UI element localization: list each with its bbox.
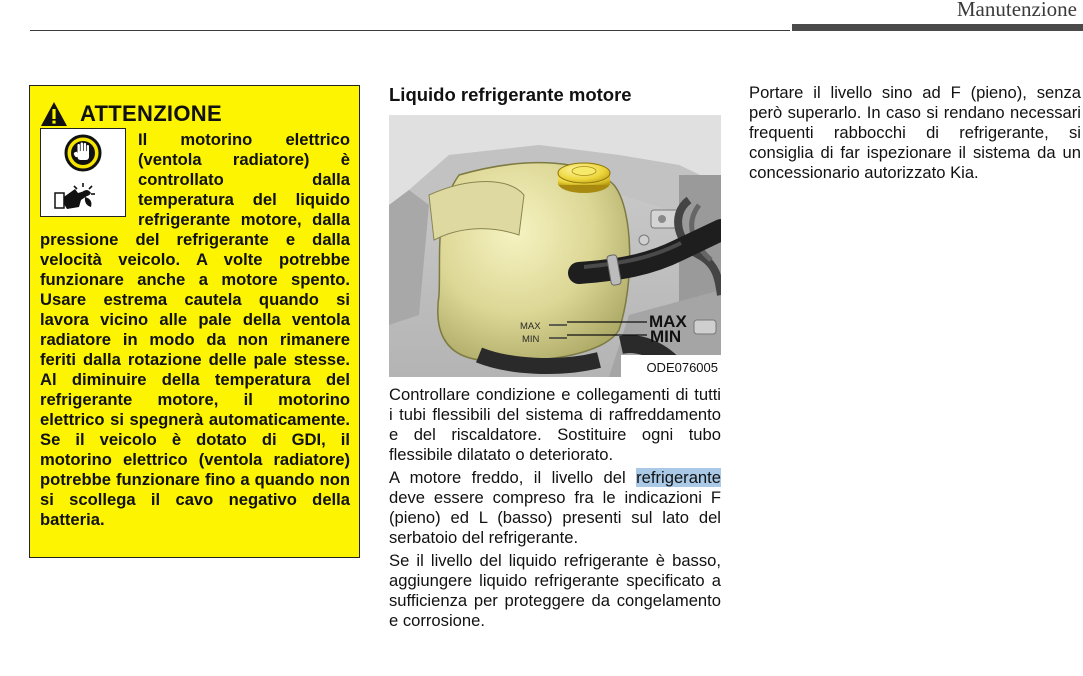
coolant-para-1: Controllare condizione e collegamenti di tutti i tubi flessibili del sistema di raffreddamento e del riscaldatore. Sostituire ogni tubo flessibile dilatato o deteriorato.	[389, 385, 721, 464]
warning-box	[29, 85, 360, 558]
para2-tail: deve essere compreso fra le indicazioni F (pieno) ed L (basso) presenti sul lato del serbatoio del refrigerante.	[389, 488, 721, 547]
tank-min-mark: MIN	[522, 334, 540, 345]
coolant-para-2	[389, 468, 721, 548]
figure-label-max: MAX	[649, 312, 687, 331]
para2-lead: A motore freddo, il livello del	[389, 468, 637, 487]
coolant-para-3: Se il livello del liquido refrigerante è basso, aggiungere liquido refrigerante specificato a sufficienza per proteggere da congelamento e corrosione.	[389, 551, 721, 630]
tank-max-mark: MAX	[520, 321, 541, 332]
warning-title: ATTENZIONE	[80, 101, 222, 126]
coolant-reservoir-figure	[389, 115, 721, 377]
warning-body: Il motorino elettrico (ventola radiatore) è controllato dalla temperatura del liquido refrigerante motore, dalla pressione del refrigerante e dalla velocità veicolo. A volte potrebbe funzionare anche a motore spento. Usare estrema cautela quando si lavora vicino alle pale della ventola radiatore in modo da non rimanere feriti dalla rotazione delle pale stesse. Al diminuire della temperatura del refrigerante motore, il motorino elettrico si spegnerà automaticamente. Se il veicolo è dotato di GDI, il motorino elettrico (ventola radiatore) potrebbe funzionare fino a quando non si scollega il cavo negativo della batteria.	[40, 130, 350, 529]
right-paragraph: Portare il livello sino ad F (pieno), senza però superarlo. In caso si rendano necessari frequenti rabbocchi di refrigerante, si consiglia di far ispezionare il sistema da un concessionario autorizzato Kia.	[749, 83, 1081, 182]
highlighted-word: refrigerante	[636, 468, 721, 487]
icon-spacer	[40, 130, 138, 226]
coolant-heading: Liquido refrigerante motore	[389, 84, 632, 105]
coolant-reservoir-illustration	[389, 115, 721, 377]
figure-code: ODE076005	[646, 360, 718, 375]
header-bar	[792, 24, 1083, 31]
figure-label-min: MIN	[650, 327, 682, 346]
section-title: Manutenzione	[956, 0, 1077, 21]
warning-header	[40, 100, 222, 128]
warning-triangle-icon	[40, 101, 68, 127]
warning-text	[40, 130, 350, 530]
header-rule	[30, 30, 790, 31]
coolant-body	[389, 385, 721, 634]
